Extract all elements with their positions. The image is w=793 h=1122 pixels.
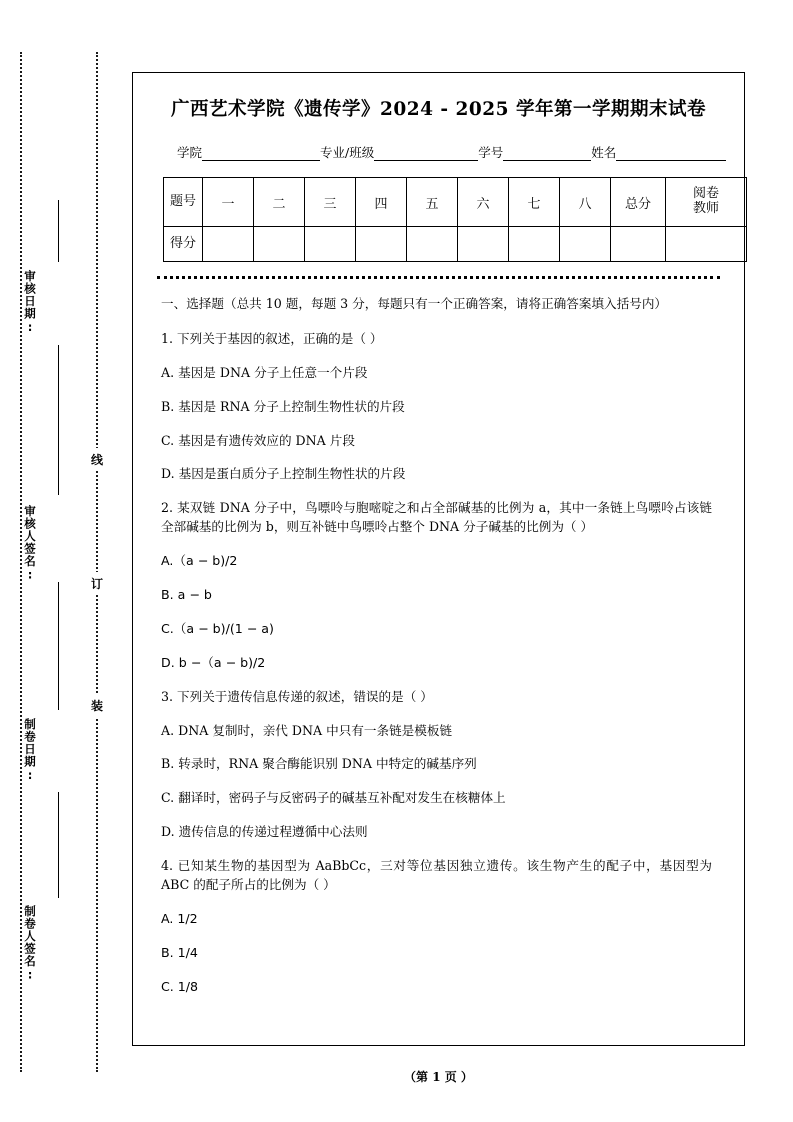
question-4-option-b[interactable]: B. 1/4: [161, 944, 198, 960]
field-student-id-input[interactable]: [503, 147, 591, 161]
question-2-stem: 2. 某双链 DNA 分子中，鸟嘌呤与胞嘧啶之和占全部碱基的比例为 a，其中一条链上鸟嘌呤占该链全部碱基的比例为 b，则互补链中鸟嘌呤占整个 DNA 分子碱基的比例为（ ）: [161, 500, 712, 535]
question-3-option-c[interactable]: C. 翻译时，密码子与反密码子的碱基互补配对发生在核糖体上: [161, 790, 506, 806]
cell-question-5: 五: [407, 178, 458, 227]
field-name: [591, 143, 726, 161]
margin-rule-1: [58, 200, 59, 262]
cell-total-label: 总分: [611, 178, 666, 227]
grader-label-line-1: 阅卷: [692, 186, 719, 202]
margin-rule-3: [58, 582, 59, 710]
question-1-option-d[interactable]: D. 基因是蛋白质分子上控制生物性状的片段: [161, 466, 406, 482]
cell-question-7: 七: [509, 178, 560, 227]
question-2-option-a[interactable]: A.（a − b)/2: [161, 553, 238, 569]
field-major-class: [320, 143, 478, 161]
cell-score-2[interactable]: [254, 227, 305, 262]
cell-question-2: 二: [254, 178, 305, 227]
field-college: [177, 143, 320, 161]
cell-score-7[interactable]: [509, 227, 560, 262]
question-body: [155, 295, 722, 997]
question-3-stem: 3. 下列关于遗传信息传递的叙述，错误的是（ ）: [161, 688, 433, 704]
page-number-footer: （第 1 页 ）: [404, 1070, 473, 1084]
student-info-row: [155, 143, 722, 161]
field-college-label: 学院: [177, 145, 203, 160]
cell-question-3: 三: [305, 178, 356, 227]
cell-question-4: 四: [356, 178, 407, 227]
cell-score-4[interactable]: [356, 227, 407, 262]
left-margin-apparatus: [0, 0, 132, 1122]
margin-rule-5: [58, 832, 59, 898]
question-3-option-d[interactable]: D. 遗传信息的传递过程遵循中心法则: [161, 824, 368, 840]
field-student-id: [478, 143, 591, 161]
cell-grader-value[interactable]: [666, 227, 747, 262]
question-3-option-b[interactable]: B. 转录时，RNA 聚合酶能识别 DNA 中特定的碱基序列: [161, 756, 477, 772]
dotted-separator: [157, 276, 720, 279]
margin-rule-2: [58, 345, 59, 495]
seam-char-bind: 订: [88, 572, 106, 595]
question-2-option-c[interactable]: C.（a − b)/(1 − a): [161, 620, 274, 636]
question-1-option-c[interactable]: C. 基因是有遗传效应的 DNA 片段: [161, 432, 355, 448]
question-2-option-b[interactable]: B. a − b: [161, 587, 212, 603]
cell-total-value[interactable]: [611, 227, 666, 262]
exam-sheet: [132, 72, 745, 1046]
question-2-option-d[interactable]: D. b −（a − b)/2: [161, 654, 266, 670]
question-3-option-a[interactable]: A. DNA 复制时，亲代 DNA 中只有一条链是模板链: [161, 722, 453, 738]
margin-dashed-line-inner: [96, 52, 98, 1072]
margin-label-reviewer-signature: 审核人签名:: [23, 505, 37, 583]
margin-label-author-signature: 制卷人签名:: [23, 905, 37, 983]
cell-question-8: 八: [560, 178, 611, 227]
margin-label-paper-date: 制卷日期:: [23, 718, 37, 783]
cell-score-5[interactable]: [407, 227, 458, 262]
cell-score-8[interactable]: [560, 227, 611, 262]
cell-score-3[interactable]: [305, 227, 356, 262]
page-title: 广西艺术学院《遗传学》2024 - 2025 学年第一学期期末试卷: [171, 99, 706, 120]
seam-char-pack: 装: [88, 694, 106, 717]
field-student-id-label: 学号: [478, 145, 504, 160]
seam-char-line: 线: [88, 448, 106, 471]
question-4-stem: 4. 已知某生物的基因型为 AaBbCc，三对等位基因独立遗传。该生物产生的配子中，基因型为 ABC 的配子所占的比例为（ ）: [161, 858, 712, 893]
question-1-stem: 1. 下列关于基因的叙述，正确的是（ ）: [161, 330, 383, 346]
cell-question-6: 六: [458, 178, 509, 227]
cell-grader-label: [666, 178, 747, 227]
cell-row-label-score: 得分: [164, 227, 203, 262]
cell-row-label-question-no: 题号: [164, 178, 203, 227]
table-row-scores: [164, 227, 747, 262]
field-major-class-label: 专业/班级: [320, 145, 375, 160]
field-major-class-input[interactable]: [374, 147, 478, 161]
score-table: [163, 177, 747, 262]
question-4-option-c[interactable]: C. 1/8: [161, 978, 199, 994]
section-heading-multiple-choice: 一、选择题（总共 10 题，每题 3 分，每题只有一个正确答案，请将正确答案填入括号内）: [161, 296, 668, 311]
question-1-option-a[interactable]: A. 基因是 DNA 分子上任意一个片段: [161, 364, 368, 380]
margin-label-review-date: 审核日期:: [23, 270, 37, 335]
question-4-option-a[interactable]: A. 1/2: [161, 910, 198, 926]
table-row-question-numbers: [164, 178, 747, 227]
cell-score-1[interactable]: [203, 227, 254, 262]
grader-label-line-2: 教师: [692, 201, 719, 216]
cell-question-1: 一: [203, 178, 254, 227]
cell-score-6[interactable]: [458, 227, 509, 262]
field-name-input[interactable]: [616, 147, 726, 161]
question-1-option-b[interactable]: B. 基因是 RNA 分子上控制生物性状的片段: [161, 398, 405, 414]
field-college-input[interactable]: [202, 147, 320, 161]
field-name-label: 姓名: [591, 145, 617, 160]
